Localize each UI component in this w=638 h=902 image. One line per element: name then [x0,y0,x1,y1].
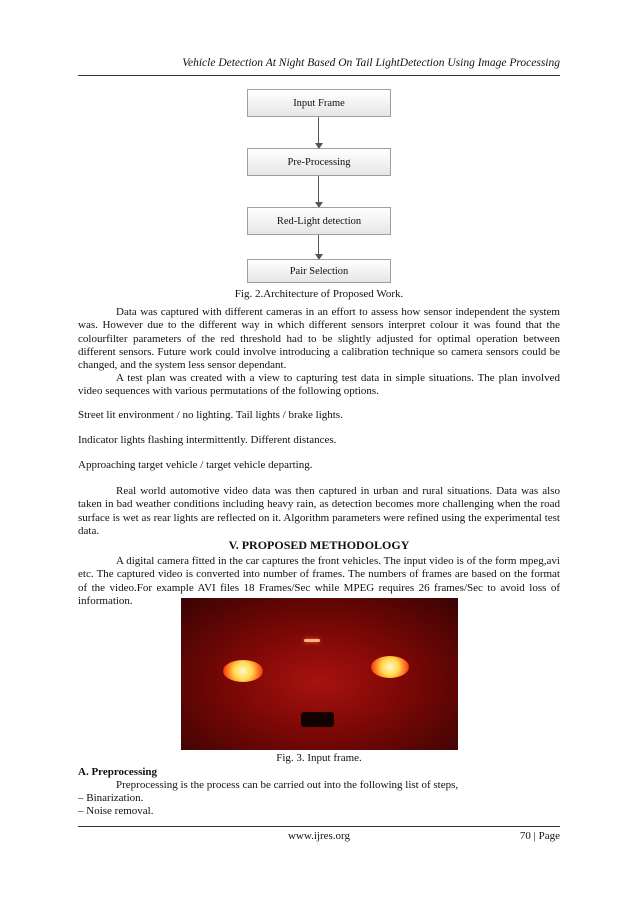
option-line-approach: Approaching target vehicle / target vehicle departing. [78,459,313,471]
left-tail-light [223,660,263,682]
flowchart-step-input-frame: Input Frame [247,89,391,117]
paragraph-real-world-data: Real world automotive video data was then captured in urban and rural situations. Data was also taken in bad weather conditions including heavy rain, as detection becomes more challenging when the road surface is wet as rear lights are reflected on it. Algorithm parameters were refined using the experimental test data. [78,485,560,537]
section-heading: V. PROPOSED METHODOLOGY [228,538,410,552]
flowchart-step-pre-processing: Pre-Processing [247,148,391,176]
page-number: 70 | Page [519,830,560,842]
paragraph-data-capture: Data was captured with different cameras in an effort to assess how sensor independent the system was. However due to the different way in which different sensors interpret colour it was found that the colourfilter parameters of the red threshold had to be slightly adjusted for optimal operation between different sensors. Future work could involve introducing a calibration technique so camera sensors could be changed, and the system less sensor dependant. [78,306,560,372]
flowchart-arrow [318,235,319,259]
figure-3-caption: Fig. 3. Input frame. [276,752,362,764]
license-plate [301,712,334,727]
brake-light [304,639,320,642]
preprocessing-step: – Binarization. [78,792,144,804]
header-divider [78,75,560,76]
subsection-heading: A. Preprocessing [78,766,158,778]
flowchart-arrow [318,176,319,207]
footer-website: www.ijres.org [287,830,351,842]
flowchart-step-pair-selection: Pair Selection [247,259,391,283]
input-frame-image [181,598,458,750]
figure-2-caption: Fig. 2.Architecture of Proposed Work. [234,288,404,300]
right-tail-light [371,656,409,678]
preprocessing-intro: Preprocessing is the process can be carried out into the following list of steps, [116,779,459,791]
option-line-indicators: Indicator lights flashing intermittently. Different distances. [78,434,337,446]
paragraph-methodology: A digital camera fitted in the car captures the front vehicles. The input video is of the form mpeg,avi etc. The captured video is converted into number of frames. The numbers of frames are based on the format of the video.For example AVI files 18 Frames/Sec while MPEG requires 26 frames/Sec to avoid loss of information. [78,555,560,607]
flowchart-step-red-light-detection: Red-Light detection [247,207,391,235]
running-header: Vehicle Detection At Night Based On Tail LightDetection Using Image Processing [182,57,560,69]
paragraph-test-plan: A test plan was created with a view to capturing test data in simple situations. The plan involved video sequences with various permutations of the following options. [78,372,560,398]
footer-divider [78,826,560,827]
flowchart-arrow [318,117,319,148]
option-line-lighting: Street lit environment / no lighting. Tail lights / brake lights. [78,409,343,421]
preprocessing-step: – Noise removal. [78,805,154,817]
